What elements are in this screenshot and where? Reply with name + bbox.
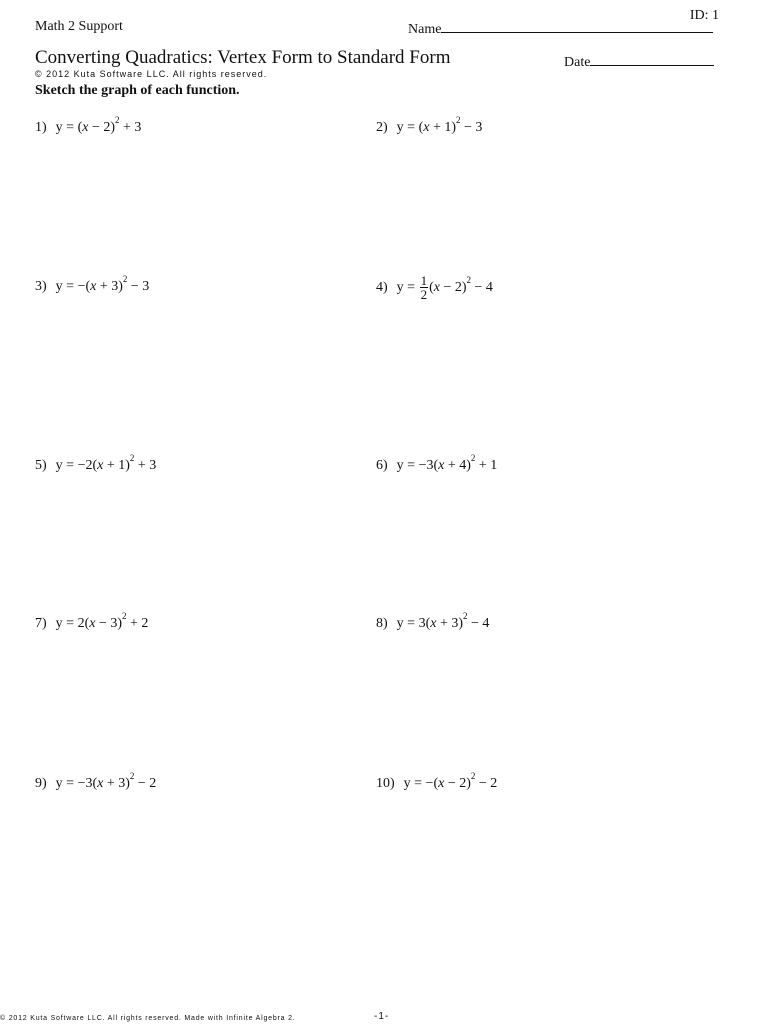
problem-1 [35, 117, 141, 136]
problem-4 [376, 274, 493, 301]
instructions: Sketch the graph of each function. [35, 83, 240, 98]
date-field [564, 52, 714, 71]
problem-9 [35, 773, 156, 792]
problem-number: 1) [35, 119, 47, 135]
problem-equation: $y = -(x + 3)^2 - 3$ [55, 274, 150, 294]
name-field [408, 19, 713, 38]
problem-3 [35, 276, 149, 295]
problem-equation: $y = -(x - 2)^2 - 2$ [403, 771, 498, 791]
course-name: Math 2 Support [35, 19, 123, 34]
problem-2 [376, 117, 482, 136]
problem-equation: $y = (x + 1)^2 - 3$ [396, 115, 483, 135]
problem-7 [35, 613, 148, 632]
problem-equation: $y = -3(x + 3)^2 - 2$ [55, 771, 157, 791]
problem-number: 4) [376, 279, 388, 295]
problem-number: 10) [376, 775, 395, 791]
problem-equation: $y = (x - 2)^2 + 3$ [55, 115, 142, 135]
problem-5 [35, 455, 156, 474]
page-number: -1- [374, 1011, 390, 1022]
problem-equation: $y = -2(x + 1)^2 + 3$ [55, 453, 157, 473]
problem-number: 3) [35, 278, 47, 294]
problem-number: 6) [376, 457, 388, 473]
problem-number: 7) [35, 615, 47, 631]
date-label: Date [564, 55, 591, 70]
name-blank-line [441, 19, 713, 33]
problem-number: 9) [35, 775, 47, 791]
header-copyright: © 2012 Kuta Software LLC. All rights reserved. [35, 69, 268, 79]
problem-equation: $y = -3(x + 4)^2 + 1$ [396, 453, 498, 473]
problem-equation: $y = 3(x + 3)^2 - 4$ [396, 611, 490, 631]
name-label: Name [408, 22, 442, 37]
worksheet-title: Converting Quadratics: Vertex Form to Standard Form [35, 47, 451, 68]
problem-equation: y = $\frac{1}{2}$ $(x - 2)^2 - 4$ [396, 273, 493, 302]
problem-10 [376, 773, 497, 792]
worksheet-id: ID: 1 [689, 8, 719, 23]
problem-number: 8) [376, 615, 388, 631]
problem-equation: $y = 2(x - 3)^2 + 2$ [55, 611, 149, 631]
problem-8 [376, 613, 489, 632]
fraction: $\frac{1}{2}$ [420, 273, 428, 302]
footer-copyright: © 2012 Kuta Software LLC. All rights reserved. Made with Infinite Algebra 2. [0, 1015, 296, 1022]
problem-number: 2) [376, 119, 388, 135]
problem-number: 5) [35, 457, 47, 473]
problem-6 [376, 455, 497, 474]
date-blank-line [590, 52, 714, 66]
